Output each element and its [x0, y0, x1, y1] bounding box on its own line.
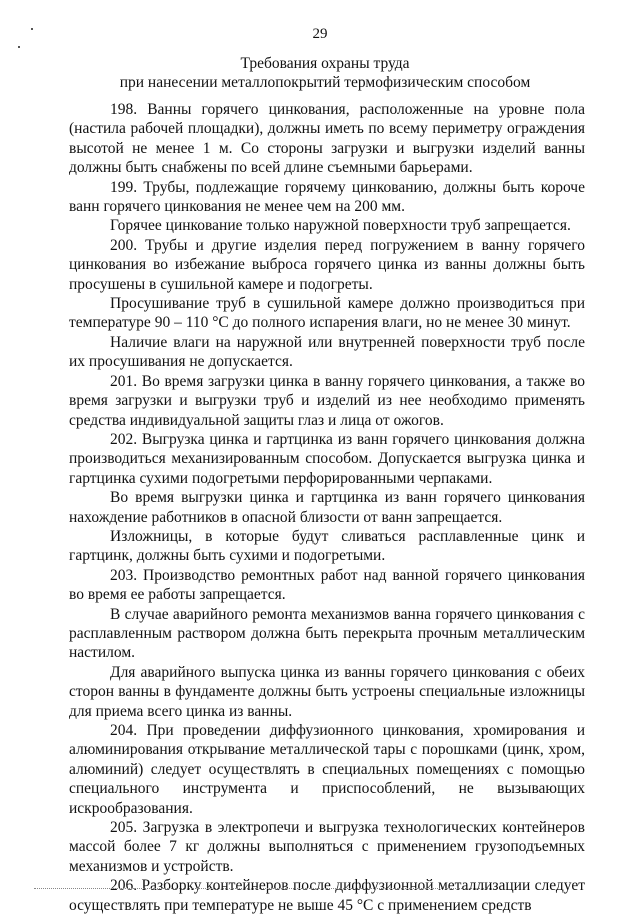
paragraph-201: 201. Во время загрузки цинка в ванну горячего цинкования, а также во время загрузки и выгрузки труб и изделий из нее необходимо применять средства индивидуальной защиты глаз и лица от ожогов. — [69, 372, 585, 429]
section-heading-line-2: при нанесении металлопокрытий термофизическим способом — [119, 74, 531, 91]
paragraph-203: 203. Производство ремонтных работ над ванной горячего цинкования во время ее работы запрещается. — [69, 566, 585, 604]
paragraph-200-moisture: Наличие влаги на наружной или внутренней поверхности труб после их просушивания не допускается. — [69, 333, 585, 371]
scan-speck — [18, 46, 20, 48]
paragraph-202: 202. Выгрузка цинка и гартцинка из ванн горячего цинкования должна производиться механизированным способом. Допускается выгрузка цинка и гартцинка сухими подогретыми перфорированными черпаками. — [69, 430, 585, 487]
paragraph-200: 200. Трубы и другие изделия перед погружением в ванну горячего цинкования во избежание выброса горячего цинка из ванны должны быть просушены в сушильной камере и подогреты. — [69, 236, 585, 293]
paragraph-199: 199. Трубы, подлежащие горячему цинкованию, должны быть короче ванн горячего цинкования не менее чем на 200 мм. — [69, 178, 585, 216]
paragraph-202-proximity: Во время выгрузки цинка и гартцинка из ванн горячего цинкования нахождение работников в опасной близости от ванн запрещается. — [69, 489, 585, 526]
paragraph-198: 198. Ванны горячего цинкования, расположенные на уровне пола (настила рабочей площадки), должны иметь по всему периметру ограждения высотой не менее 1 м. Со стороны загрузки и выгрузки изделий ванны должны быть снабжены по всей длине съемными барьерами. — [69, 101, 585, 177]
section-heading-line-1: Требования охраны труда — [240, 55, 410, 72]
paragraph-200-drying: Просушивание труб в сушильной камере должно производиться при температуре 90 – 110 °С до полного испарения влаги, но не менее 30 минут. — [69, 295, 585, 332]
scan-artifact-line — [34, 888, 494, 889]
paragraph-203-emergency-release: Для аварийного выпуска цинка из ванны горячего цинкования с обеих сторон ванны в фундаменте должны быть устроены специальные изложницы для приема всего цинка из ванны. — [69, 663, 585, 720]
section-heading — [60, 54, 590, 92]
paragraph-202-molds: Изложницы, в которые будут сливаться расплавленные цинк и гартцинк, должны быть сухими и подогретыми. — [69, 527, 585, 565]
paragraph-204: 204. При проведении диффузионного цинкования, хромирования и алюминирования открывание металлической тары с порошками (цинк, хром, алюминий) следует осуществлять в специальных помещениях с помощью специального инструмента и приспособлений, не вызывающих искрообразования. — [69, 722, 585, 817]
paragraph-205: 205. Загрузка в электропечи и выгрузка технологических контейнеров массой более 7 кг должны выполняться с применением грузоподъемных механизмов и устройств. — [69, 819, 585, 875]
page-number: 29 — [312, 26, 328, 42]
paragraph-203-emergency-repair: В случае аварийного ремонта механизмов ванна горячего цинкования с расплавленным раствором должна быть перекрыта прочным металлическим настилом. — [69, 605, 585, 662]
paragraph-206: 206. Разборку контейнеров после диффузионной металлизации следует осуществлять при температуре не выше 45 °С с применением средств — [69, 877, 585, 914]
document-body — [69, 100, 585, 915]
paragraph-199-note: Горячее цинкование только наружной поверхности труб запрещается. — [110, 217, 571, 235]
